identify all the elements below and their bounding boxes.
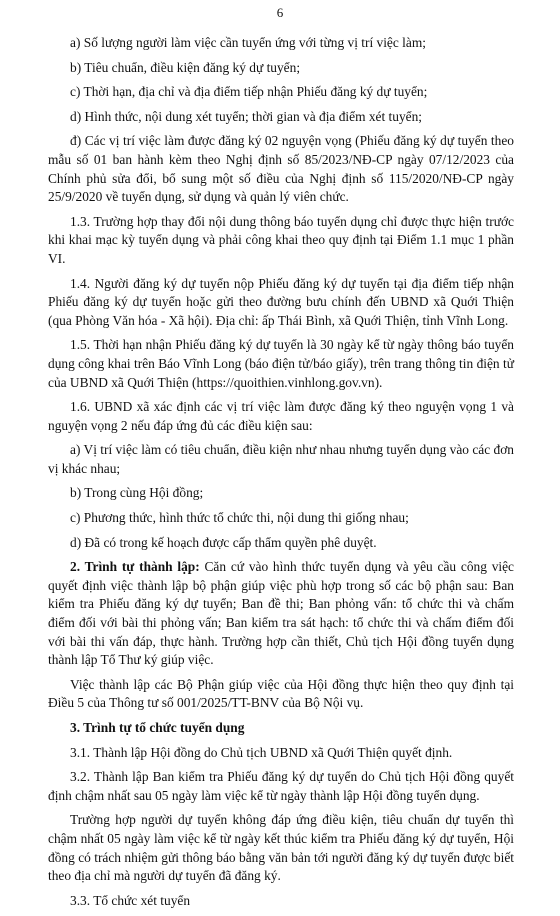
paragraph-text: 3.1. Thành lập Hội đồng do Chủ tịch UBND xã Quới Thiện quyết định. (70, 744, 453, 760)
paragraph-text: 1.5. Thời hạn nhận Phiếu đăng ký dự tuyển là 30 ngày kể từ ngày thông báo tuyển dụng công khai trên Báo Vĩnh Long (báo điện tử/báo giấy), trên trang thông tin điện tử của UBND xã Quới Thiện (https://quoithien.vinhlong.gov.vn). (48, 337, 514, 390)
paragraph-1-6-b (48, 484, 514, 503)
section-heading: 2. Trình tự thành lập: (70, 559, 200, 575)
paragraph-text: d) Đã có trong kế hoạch được cấp thẩm quyền phê duyệt. (70, 534, 377, 550)
paragraph-dd-positions (48, 132, 514, 206)
paragraph-3-3 (48, 892, 514, 911)
section-3-procedure (48, 719, 514, 738)
paragraph-text: Việc thành lập các Bộ Phận giúp việc của Hội đồng thực hiện theo quy định tại Điều 5 của Thông tư số 001/2025/TT-BNV của Bộ Nội vụ. (48, 676, 514, 711)
paragraph-text: b) Tiêu chuẩn, điều kiện đăng ký dự tuyển; (70, 59, 301, 75)
paragraph-text: 1.3. Trường hợp thay đổi nội dung thông báo tuyển dụng chỉ được thực hiện trước khi khai mạc kỳ tuyển dụng và phải công khai theo quy định tại Điểm 1.1 mục 1 phần VI. (48, 213, 514, 266)
section-2-establishment (48, 558, 514, 670)
paragraph-1-6-a (48, 441, 514, 478)
paragraph-text: 1.4. Người đăng ký dự tuyển nộp Phiếu đăng ký dự tuyển tại địa điểm tiếp nhận Phiếu đăng ký dự tuyển hoặc gửi theo đường bưu chính đến UBND xã Quới Thiện (qua Phòng Văn hóa - Xã hội). Địa chỉ: ấp Thái Bình, xã Quới Thiện, tỉnh Vĩnh Long. (48, 275, 514, 328)
paragraph-text: Trường hợp người dự tuyển không đáp ứng điều kiện, tiêu chuẩn dự tuyển thì chậm nhất 05 ngày làm việc kể từ ngày kết thúc kiểm tra Phiếu đăng ký dự tuyển, Hội đồng có trách nhiệm gửi thông báo bằng văn bản tới người đăng ký dự tuyển được biết theo địa chỉ mà người dự tuyển đã đăng ký. (48, 812, 514, 884)
paragraph-d-form (48, 108, 514, 127)
paragraph-1-3 (48, 213, 514, 269)
paragraph-text: đ) Các vị trí việc làm được đăng ký 02 nguyện vọng (Phiếu đăng ký dự tuyển theo mẫu số 01 ban hành kèm theo Nghị định số 85/2023/NĐ-CP ngày 07/12/2023 của Chính phủ sửa đổi, bổ sung một số điều của Nghị định số 115/2020/NĐ-CP ngày 25/9/2020 về tuyển dụng, sử dụng và quản lý viên chức. (48, 133, 514, 205)
paragraph-text: b) Trong cùng Hội đồng; (70, 485, 204, 501)
paragraph-text: a) Vị trí việc làm có tiêu chuẩn, điều kiện như nhau nhưng tuyển dụng vào các đơn vị khác nhau; (48, 442, 514, 476)
page-number: 6 (276, 5, 284, 20)
paragraph-1-5 (48, 336, 514, 392)
paragraph-support-units (48, 676, 514, 713)
paragraph-a-quantity (48, 34, 514, 53)
paragraph-b-criteria (48, 59, 514, 78)
document-body (48, 34, 514, 916)
paragraph-1-6-d (48, 534, 514, 553)
paragraph-ineligible (48, 811, 514, 885)
paragraph-text: d) Hình thức, nội dung xét tuyển; thời gian và địa điểm xét tuyển; (70, 108, 423, 124)
paragraph-text: Căn cứ vào hình thức tuyển dụng và yêu cầu công việc quyết định việc thành lập bộ phận giúp việc phù hợp trong số các bộ phận sau: Ban kiểm tra Phiếu đăng ký dự tuyển; Ban đề thi; Ban phỏng vấn: tổ chức thi và chấm điểm đối với bài thi phỏng vấn; Ban kiểm tra sát hạch: tổ chức thi và chấm điểm đối với bài thi vấn đáp, thực hành. Trường hợp cần thiết, Chủ tịch Hội đồng tuyển dụng thành lập Tổ Thư ký giúp việc. (48, 559, 514, 668)
paragraph-text: c) Phương thức, hình thức tổ chức thi, nội dung thi giống nhau; (70, 510, 409, 526)
paragraph-3-2 (48, 768, 514, 805)
paragraph-text: 3.2. Thành lập Ban kiểm tra Phiếu đăng ký dự tuyển do Chủ tịch Hội đồng quyết định chậm nhất sau 05 ngày làm việc kể từ ngày thành lập Hội đồng tuyển dụng. (48, 769, 514, 803)
paragraph-text: 1.6. UBND xã xác định các vị trí việc làm được đăng ký theo nguyện vọng 1 và nguyện vọng 2 nếu đáp ứng đủ các điều kiện sau: (48, 399, 514, 433)
paragraph-text: c) Thời hạn, địa chỉ và địa điểm tiếp nhận Phiếu đăng ký dự tuyển; (70, 84, 428, 100)
paragraph-3-1 (48, 744, 514, 763)
paragraph-text: a) Số lượng người làm việc cần tuyển ứng với từng vị trí việc làm; (70, 35, 426, 50)
paragraph-1-4 (48, 275, 514, 331)
paragraph-1-6 (48, 398, 514, 435)
paragraph-1-6-c (48, 509, 514, 528)
paragraph-text: 3.3. Tổ chức xét tuyển (70, 892, 191, 908)
paragraph-c-deadline (48, 83, 514, 102)
section-heading: 3. Trình tự tổ chức tuyển dụng (70, 720, 245, 735)
